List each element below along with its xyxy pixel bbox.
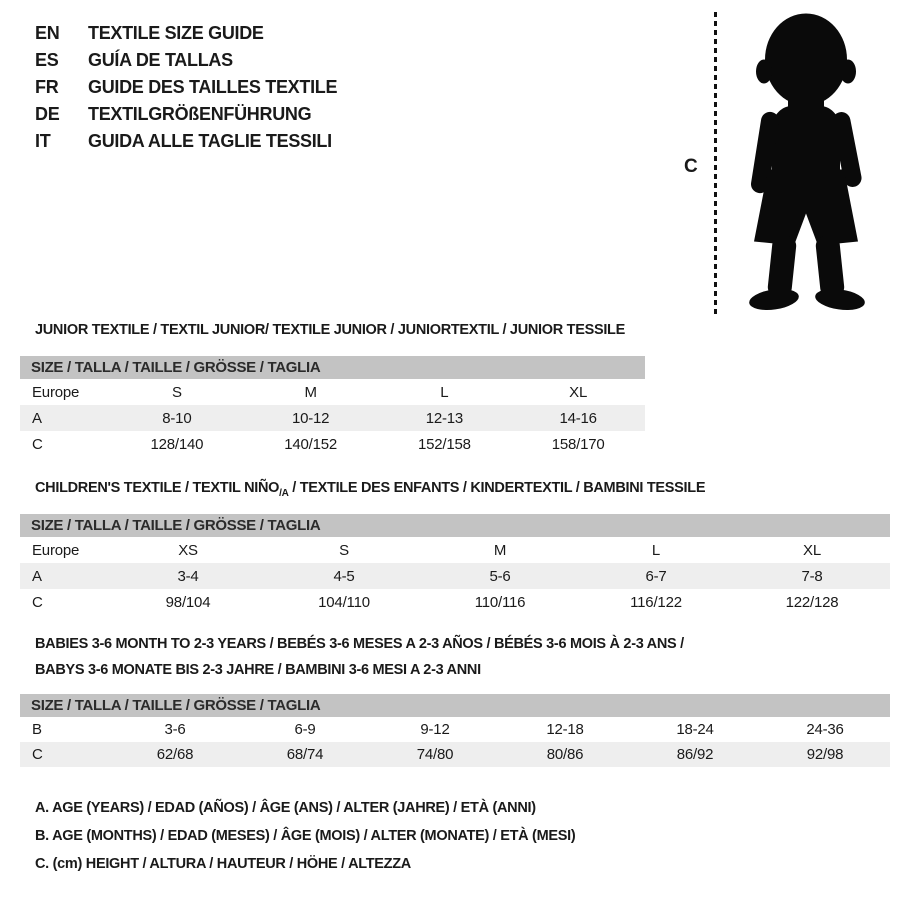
table-row-europe <box>20 379 645 405</box>
babies-size-table <box>20 694 890 767</box>
size-cell: 104/110 <box>318 593 370 611</box>
babies-section-title-line2: BABYS 3-6 MONATE BIS 2-3 JAHRE / BAMBINI 3-6 MESI A 2-3 ANNI <box>35 662 481 678</box>
language-title: TEXTILE SIZE GUIDE <box>88 23 264 43</box>
size-cell: 62/68 <box>156 746 194 763</box>
size-cell: 86/92 <box>676 746 714 763</box>
row-label: C <box>32 746 43 763</box>
language-code: FR <box>35 77 59 97</box>
size-cell: 68/74 <box>286 746 324 763</box>
footnotes <box>35 794 575 878</box>
size-cell: 4-5 <box>333 567 355 585</box>
footnote-a: A. AGE (YEARS) / EDAD (AÑOS) / ÂGE (ANS) / ALTER (JAHRE) / ETÀ (ANNI) <box>35 800 536 816</box>
table-row-age <box>20 563 890 589</box>
language-code: DE <box>35 104 60 124</box>
size-cell: S <box>339 541 349 559</box>
language-code: IT <box>35 131 51 151</box>
size-table-header-bar: SIZE / TALLA / TAILLE / GRÖSSE / TAGLIA <box>20 694 890 717</box>
language-title: GUIDA ALLE TAGLIE TESSILI <box>88 131 332 151</box>
size-cell: 152/158 <box>417 435 471 453</box>
row-label: A <box>32 567 42 585</box>
size-table-header-bar: SIZE / TALLA / TAILLE / GRÖSSE / TAGLIA <box>20 514 890 537</box>
table-row-age <box>20 405 645 431</box>
size-cell: 5-6 <box>489 567 511 585</box>
row-label: C <box>32 435 43 453</box>
language-row-es <box>35 47 337 74</box>
size-cell: 14-16 <box>559 409 597 427</box>
size-cell: S <box>171 383 182 401</box>
size-cell: 122/128 <box>785 593 839 611</box>
footnote-c: C. (cm) HEIGHT / ALTURA / HAUTEUR / HÖHE / ALTEZZA <box>35 856 411 872</box>
size-cell: 98/104 <box>165 593 211 611</box>
size-cell: 9-12 <box>420 721 450 738</box>
size-cell: 7-8 <box>801 567 823 585</box>
size-cell: 110/116 <box>474 593 526 611</box>
toddler-silhouette-icon <box>722 6 882 318</box>
size-cell: XL <box>803 541 821 559</box>
size-cell: M <box>493 541 507 559</box>
footnote-b: B. AGE (MONTHS) / EDAD (MESES) / ÂGE (MOIS) / ALTER (MONATE) / ETÀ (MESI) <box>35 828 576 844</box>
size-cell: 116/122 <box>630 593 682 611</box>
size-cell: 92/98 <box>806 746 844 763</box>
size-cell: 12-13 <box>425 409 464 427</box>
size-cell: 140/152 <box>284 435 338 453</box>
language-list <box>35 20 337 155</box>
row-label: Europe <box>32 541 80 559</box>
children-title-subscript: /A <box>279 487 289 499</box>
size-cell: 3-4 <box>177 567 199 585</box>
size-cell: 8-10 <box>162 409 192 427</box>
size-cell: 24-36 <box>806 721 844 738</box>
size-cell: L <box>651 541 661 559</box>
size-cell: 74/80 <box>416 746 454 763</box>
row-label: Europe <box>32 383 80 401</box>
language-row-it <box>35 128 337 155</box>
row-label: A <box>32 409 42 427</box>
table-row-height <box>20 742 890 767</box>
language-code: EN <box>35 23 60 43</box>
row-label: C <box>32 593 43 611</box>
table-row-height <box>20 589 890 615</box>
table-row-europe <box>20 537 890 563</box>
language-title: GUÍA DE TALLAS <box>88 50 233 70</box>
size-cell: 128/140 <box>150 435 204 453</box>
height-dotted-line-icon <box>714 12 717 318</box>
size-cell: 80/86 <box>546 746 584 763</box>
children-title-pre: CHILDREN'S TEXTILE / TEXTIL NIÑO <box>35 480 280 496</box>
size-cell: 18-24 <box>676 721 714 738</box>
language-title: TEXTILGRÖßENFÜHRUNG <box>88 104 312 124</box>
babies-section-title-line1: BABIES 3-6 MONTH TO 2-3 YEARS / BEBÉS 3-6 MESES A 2-3 AÑOS / BÉBÉS 3-6 MOIS À 2-3 ANS / <box>35 636 684 652</box>
language-title: GUIDE DES TAILLES TEXTILE <box>88 77 338 97</box>
language-code: ES <box>35 50 59 70</box>
size-cell: M <box>304 383 317 401</box>
size-cell: XL <box>569 383 588 401</box>
language-row-de <box>35 101 337 128</box>
table-row-height <box>20 431 645 457</box>
table-row-months <box>20 717 890 742</box>
size-cell: 3-6 <box>164 721 186 738</box>
language-row-en <box>35 20 337 47</box>
size-cell: L <box>440 383 449 401</box>
size-cell: 6-7 <box>645 567 667 585</box>
children-size-table <box>20 514 890 615</box>
size-cell: XS <box>178 541 198 559</box>
children-title-post: / TEXTILE DES ENFANTS / KINDERTEXTIL / BAMBINI TESSILE <box>288 480 706 496</box>
size-cell: 12-18 <box>546 721 584 738</box>
toddler-figure <box>700 6 885 321</box>
junior-section-title: JUNIOR TEXTILE / TEXTIL JUNIOR/ TEXTILE JUNIOR / JUNIORTEXTIL / JUNIOR TESSILE <box>35 322 625 338</box>
height-marker-label: C <box>684 156 698 177</box>
size-cell: 10-12 <box>291 409 330 427</box>
size-table-header-bar: SIZE / TALLA / TAILLE / GRÖSSE / TAGLIA <box>20 356 645 379</box>
size-cell: 6-9 <box>294 721 316 738</box>
children-section-title <box>35 480 705 499</box>
junior-size-table <box>20 356 645 457</box>
row-label: B <box>32 721 42 738</box>
size-cell: 158/170 <box>551 435 605 453</box>
language-row-fr <box>35 74 337 101</box>
